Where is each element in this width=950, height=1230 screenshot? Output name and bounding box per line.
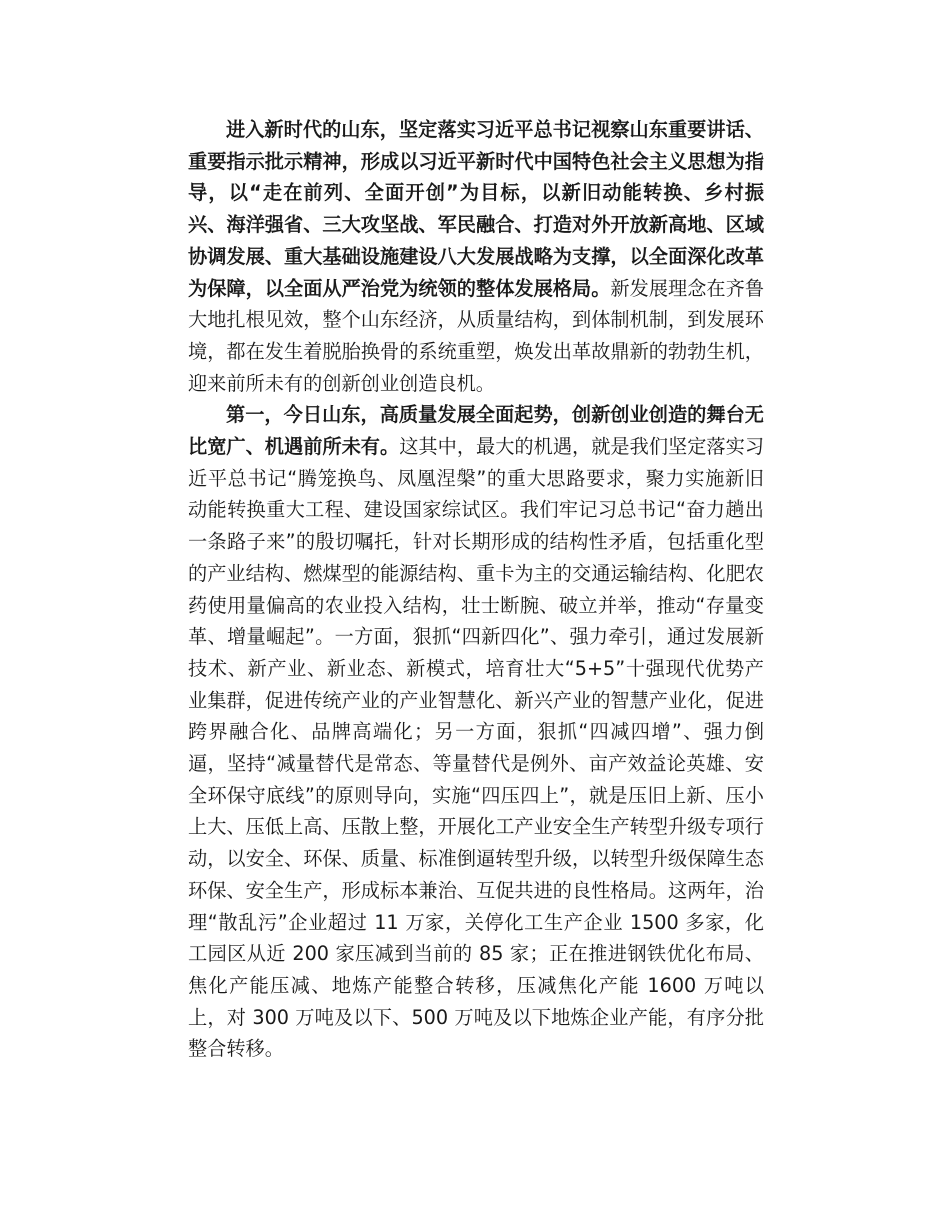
document-body <box>188 114 764 1065</box>
paragraph-1-bold-lead: 进入新时代的山东，坚定落实习近平总书记视察山东重要讲话、重要指示批示精神，形成以习近平新时代中国特色社会主义思想为指导，以“走在前列、全面开创”为目标，以新旧动能转换、乡村振兴、海洋强省、三大攻坚战、军民融合、打造对外开放新高地、区域协调发展、重大基础设施建设八大发展战略为支撑，以全面深化改革为保障，以全面从严治党为统领的整体发展格局。 <box>188 118 764 300</box>
paragraph-2-bold-lead: 第一，今日山东，高质量发展全面起势，创新创业创造的舞台无比宽广、机遇前所未有。 <box>188 403 764 459</box>
paragraph-1 <box>188 114 764 399</box>
paragraph-2 <box>188 399 764 1065</box>
paragraph-1-text: 新发展理念在齐鲁大地扎根见效，整个山东经济，从质量结构，到体制机制，到发展环境，都在发生着脱胎换骨的系统重塑，焕发出革故鼎新的勃勃生机，迎来前所未有的创新创业创造良机。 <box>188 276 765 395</box>
paragraph-2-text: 这其中，最大的机遇，就是我们坚定落实习近平总书记“腾笼换鸟、凤凰涅槃”的重大思路要求，聚力实施新旧动能转换重大工程、建设国家综试区。我们牢记习总书记“奋力趟出一条路子来”的殷切嘱托，针对长期形成的结构性矛盾，包括重化型的产业结构、燃煤型的能源结构、重卡为主的交通运输结构、化肥农药使用量偏高的农业投入结构，壮士断腕、破立并举，推动“存量变革、增量崛起”。一方面，狠抓“四新四化”、强力牵引，通过发展新技术、新产业、新业态、新模式，培育壮大“5+5”十强现代优势产业集群，促进传统产业的产业智慧化、新兴产业的智慧产业化，促进跨界融合化、品牌高端化；另一方面，狠抓“四减四增”、强力倒逼，坚持“减量替代是常态、等量替代是例外、亩产效益论英雄、安全环保守底线”的原则导向，实施“四压四上”，就是压旧上新、压小上大、压低上高、压散上整，开展化工产业安全生产转型升级专项行动，以安全、环保、质量、标准倒逼转型升级，以转型升级保障生态环保、安全生产，形成标本兼治、互促共进的良性格局。这两年，治理“散乱污”企业超过 11 万家，关停化工生产企业 1500 多家，化工园区从近 200 家压减到当前的 85 家；正在推进钢铁优化布局、焦化产能压减、地炼产能整合转移，压减焦化产能 1600 万吨以上，对 300 万吨及以下、500 万吨及以下地炼企业产能，有序分批整合转移。 <box>188 435 765 1061</box>
